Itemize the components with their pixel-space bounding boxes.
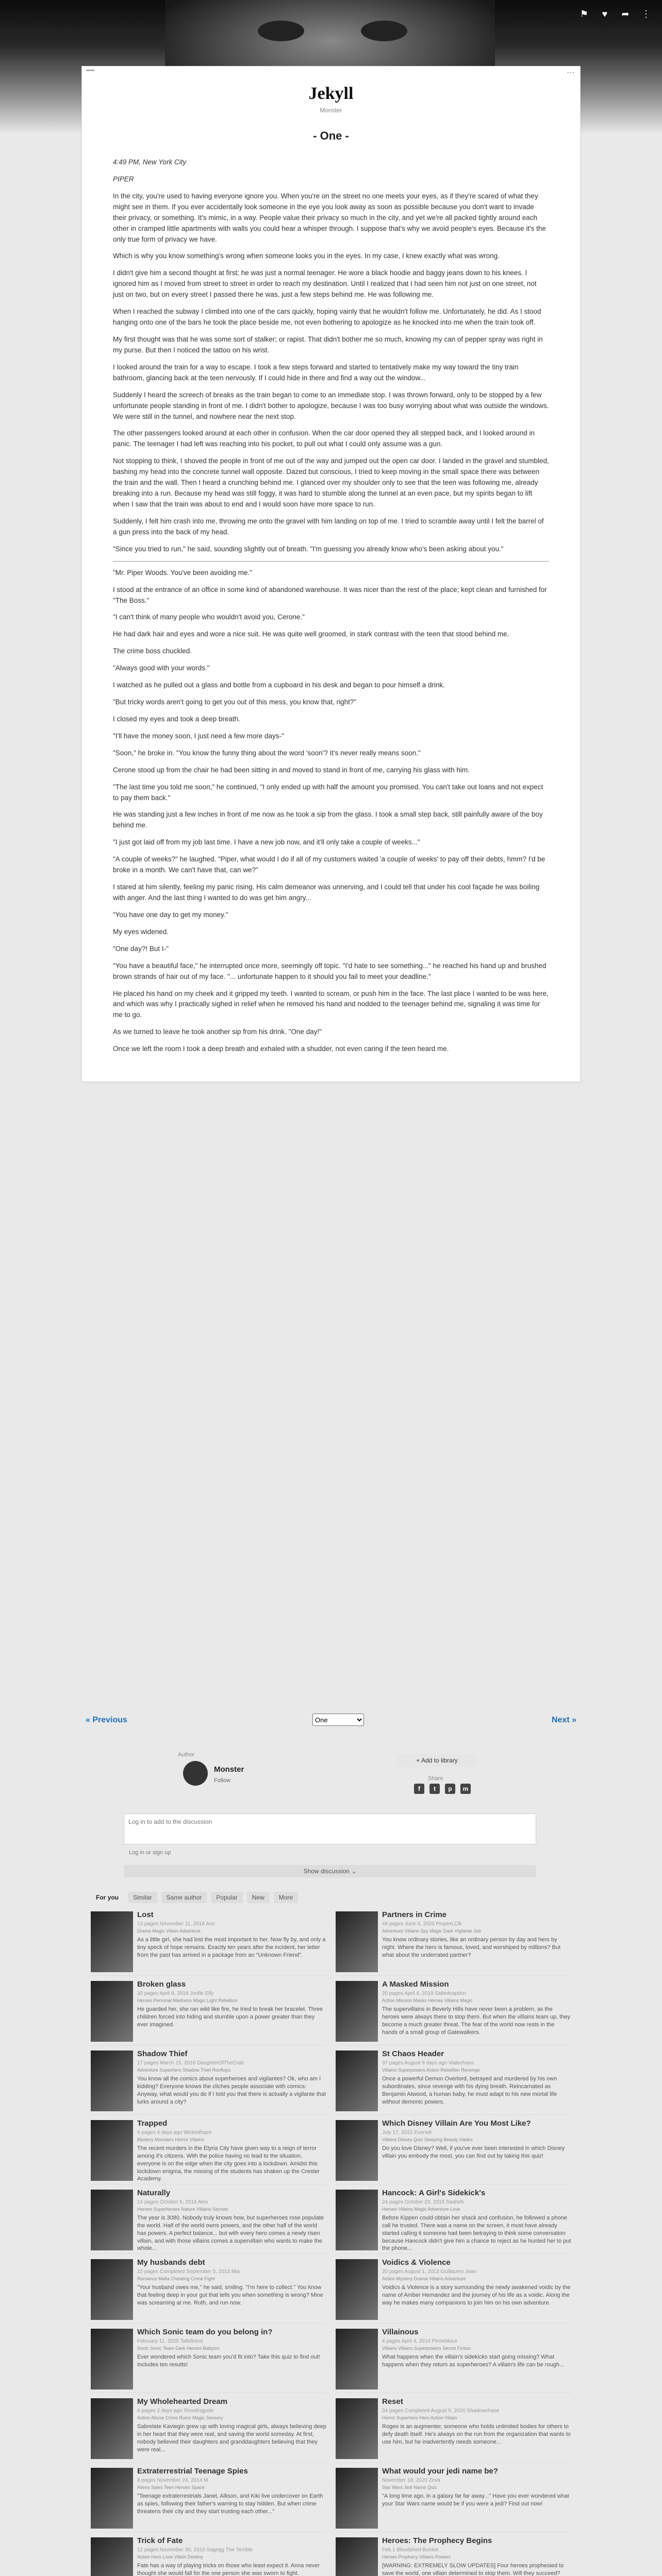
recommendation-list — [91, 1906, 571, 2576]
tab-for-you[interactable]: For you — [91, 1892, 124, 1903]
recommendation-meta: 4 pages April 4, 2016 Pinnebluce — [382, 2338, 458, 2344]
story-body — [82, 157, 580, 1081]
story-paragraph: My eyes widened. — [113, 927, 169, 936]
recommendation-tags: Heroes Villains Magic Adventure Love — [382, 2207, 460, 2212]
plus-icon: + — [416, 1757, 421, 1764]
recommendation-title[interactable]: Reset — [382, 2397, 403, 2406]
recommendation-title[interactable]: Villainous — [382, 2328, 419, 2336]
recommendation-thumbnail[interactable] — [336, 2468, 378, 2529]
story-card — [81, 66, 581, 1082]
story-paragraph: "Since you tried to run," he said, sounding slightly out of breath. "I'm guessing you already know who's been asking about you." — [113, 545, 504, 553]
recommendation-title[interactable]: Voidics & Violence — [382, 2258, 451, 2267]
recommendation-title[interactable]: Lost — [137, 1910, 154, 1919]
recommendation-description: You know ordinary stories, like an ordinary person by day and hero by night. Where the hero is famous, loved, and worshiped by millions? But what about the underrated partner? — [382, 1937, 561, 1958]
story-paragraph: "The last time you told me soon," he continued, "I only ended up with half the amount you promised. You can't take out loans and not expect to pay them back." — [113, 783, 543, 802]
recommendation-meta: 34 pages Completed August 5, 2020 Shadowchase — [382, 2408, 500, 2414]
recommendation-thumbnail[interactable] — [336, 2398, 378, 2459]
recommendation-item[interactable] — [336, 2184, 571, 2254]
minimize-icon[interactable] — [86, 70, 94, 71]
recommendation-tags: Action Hero Love Villain Destiny — [137, 2554, 203, 2560]
recommendation-description: Voidics & Violence is a story surrounding the newly awakened voidic by the name of Amber Hernandez and the journey of his life as a voidic. Along the way he makes many companions to join him on his own adventure. — [382, 2284, 571, 2306]
story-paragraph: "But tricky words aren't going to get you out of this mess, you know that, right?" — [113, 698, 357, 706]
share-icon[interactable]: ➦ — [621, 9, 630, 19]
more-options-icon[interactable]: ⋯ — [567, 69, 575, 77]
story-paragraph: Once we left the room I took a deep breath and exhaled with a shudder, not even caring if the teen heard me. — [113, 1045, 449, 1053]
recommendation-thumbnail[interactable] — [91, 2468, 133, 2529]
recommendation-item[interactable] — [91, 1976, 326, 2045]
story-paragraph: 4:49 PM, New York City — [113, 158, 187, 166]
recommendation-meta: July 17, 2022 Everset — [382, 2130, 432, 2136]
recommendation-title[interactable]: Trapped — [137, 2119, 168, 2128]
recommendation-description: Rogeo is an augmenter, someone who holds unlimited bodies for others to defy death itself. He's always on the run from the organization that wants to use him, but he inadvertently needs someone... — [382, 2424, 571, 2445]
recommendation-item[interactable] — [91, 2045, 326, 2115]
chapter-pager — [81, 1710, 581, 1731]
recommendation-description: Sabrelate Kaviegin grew up with loving magical girls, always believing deep in her heart that they were real, and saving the world someday. At first, nobody believed their daughters and granddaughters believing that they were real... — [137, 2424, 326, 2453]
tab-new[interactable]: New — [247, 1892, 270, 1903]
recommendation-thumbnail[interactable] — [91, 2190, 133, 2250]
recommendation-description: The year is 3080. Nobody truly knows how, but superheroes rose populate the world. Half of the world owns powers, and the other half of the world has powers. A perfect balance... but with every hero comes a newly risen villain, and with those villains comes a supervillain who wants to make the whole... — [137, 2215, 324, 2252]
story-paragraph: He placed his hand on my cheek and it gripped my teeth. I wanted to scream, or push him in the face. The last place I wanted to be was here, and which was why I practically sighed in relief when he removed his hand and nodded to the teenager behind me, signaling it was time for me to go. — [113, 989, 549, 1019]
recommendation-tags: Villains Superpowers Action Rebellion Revenge — [382, 2067, 480, 2073]
add-to-library-button[interactable] — [397, 1754, 477, 1767]
recommendation-item[interactable] — [336, 1976, 571, 2045]
recommendation-description: "Teenage extraterrestrials Janet, Allison, and Kiki live undercover on Earth as spies, following their father's warning to stay hidden. But when crime threatens their city and they start trusting each other..." — [137, 2493, 323, 2515]
recommendation-thumbnail[interactable] — [336, 2259, 378, 2320]
story-paragraph: "A couple of weeks?" he laughed. "Piper, what would I do if all of my customers waited 'a couple of weeks' to pay off their debts, hmm? I'd be broke in a month. We can't have that, can we?" — [113, 855, 545, 874]
recommendation-tags: Action Mystery Drama Villains Adventure — [382, 2276, 466, 2281]
tab-similar[interactable]: Similar — [128, 1892, 157, 1903]
recommendation-meta: Feb 1 Bloodshed Bunker — [382, 2547, 439, 2553]
recommendation-item[interactable] — [336, 2393, 571, 2463]
recommendation-tags: Heroes Personal Madness Magic Light Rebellion — [137, 1998, 238, 2003]
tab-same-author[interactable]: Same author — [161, 1892, 207, 1903]
recommendation-meta: 6 pages 2 days ago Shootingpole — [137, 2408, 214, 2414]
section-divider — [113, 561, 549, 562]
recommendation-meta: 12 pages November 30, 2016 Sagegg The Terrible — [137, 2547, 253, 2553]
show-discussion-button[interactable] — [124, 1865, 536, 1877]
recommendation-meta: 20 pages August 1, 2013 Guillaumo Jean — [382, 2269, 476, 2275]
login-link[interactable]: Log in or sign up — [129, 1850, 171, 1856]
recommendation-meta: 14 pages October 5, 2016 Alex — [137, 2199, 208, 2205]
recommendation-item[interactable] — [91, 2115, 326, 2184]
author-avatar[interactable] — [183, 1761, 208, 1786]
recommendation-meta: 20 pages April 4, 2019 Saltedcaption — [382, 1991, 466, 1996]
chapter-select[interactable] — [312, 1714, 364, 1726]
story-paragraph: Not stopping to think, I shoved the people in front of me out of the way and jumped out the open car door. I landed in the gravel and stumbled, bashing my head into the concrete tunnel wall opposite. Dazed but conscious, I tried to keep moving in the small space there was between the train and the wall. Then I heard a crunching behind me. I glanced over my shoulder only to see that the teen was following me, already breaking into a run. Because my head was still foggy, it was hard to stumble along the tunnel at an even pace, but my spirits began to lift when I saw that the train was about to end and I would soon have more space to run. — [113, 457, 549, 508]
recommendation-tags: Heroes Superheroes Nature Villains Secrets — [137, 2207, 228, 2212]
story-paragraph: Which is why you know something's wrong when someone looks you in the eyes. In my case, I knew exactly what was wrong. — [113, 252, 500, 260]
story-paragraph: In the city, you're used to having everyone ignore you. When you're on the street no one meets your eyes, as if they're scared of what they might see in them. If you ever accidentally look someone in the eye you look away as soon as possible because you don't want to invade their privacy, or something. It's mimic, in a way. People value their privacy so much in the city, and yet we're all packed tightly around each other in cramped little apartments with walls you could hear a whisper through. I suppose that's why we avoid people's eyes. Because it's the only true form of privacy we have. — [113, 192, 546, 243]
chapter-title: - One - — [313, 129, 349, 142]
story-paragraph: The crime boss chuckled. — [113, 647, 192, 655]
recommendation-description: Fate has a way of playing tricks on those who least expect it. Anna never thought she would fall for the one person she was sworn to fight. — [137, 2563, 320, 2576]
banner-eye-right — [361, 21, 407, 41]
recommendation-description: The supervillains in Beverly Hills have never been a problem, as the heroes were always there to stop them. But when the villains team up, they become a much greater threat. The fear of the world now rests in the hands of a small group of Gatewalkers. — [382, 2006, 571, 2036]
recommendation-description: As a little girl, she had lost the most important to her. Now fly by, and only a tiny speck of hope remains. Exactly ten years after the incident, her letter from the past has arrived in a package from an "Unknown Friend". — [137, 1937, 326, 1958]
recommendation-title[interactable]: Hancock: A Girl's Sidekick's — [382, 2189, 486, 2197]
recommendation-item[interactable] — [336, 2115, 571, 2184]
recommendation-tabs — [91, 1892, 298, 1903]
recommendation-tags: Heroes Prophecy Villains Powers — [382, 2554, 451, 2560]
recommendation-thumbnail[interactable] — [91, 2537, 133, 2576]
story-paragraph: Suddenly, I felt him crash into me, throwing me onto the gravel with him landing on top of me. I tried to scramble away until I felt the barrel of a gun press into the back of my head. — [113, 517, 544, 536]
story-paragraph: "I'll have the money soon, I just need a few more days-" — [113, 732, 284, 740]
recommendation-description: Before Kippen could obtain her shack and confusion, he followed a phone call he trusted. There was a name on the screen, it must have already started calling it someone had been betraying to think some conversation because Hancock didn't give him a chance to reject as he hunted her to put the phone... — [382, 2215, 571, 2252]
recommendation-meta: February 11, 2025 Tailsfinest — [137, 2338, 203, 2344]
recommendation-tags: Star Wars Jedi Name Quiz — [382, 2485, 437, 2490]
recommendation-thumbnail[interactable] — [336, 2050, 378, 2111]
recommendation-description: The recent murders in the Elyria City have given way to a reign of terror among it's citizens. With the police having no lead to the situation, everyone is on the edge when the city goes into a lockdown. Amidst this lockdown enigma, the missing of the students has shaken up the Crester Academy. — [137, 2145, 320, 2182]
recommendation-thumbnail[interactable] — [336, 2190, 378, 2250]
share-icons — [414, 1784, 471, 1794]
story-paragraph: As we turned to leave he took another sip from his drink. "One day!" — [113, 1028, 322, 1036]
share-icon-0[interactable]: f — [414, 1784, 424, 1794]
author-label: Author — [178, 1752, 195, 1758]
recommendation-thumbnail[interactable] — [336, 1981, 378, 2042]
bookmark-icon[interactable]: ⚑ — [580, 9, 589, 19]
story-paragraph: The other passengers looked around at each other in confusion. When the car door opened they all stepped back, and I looked around in panic. The teenager I had left was reaching into his pocket, to pull out what I could only assume was a gun. — [113, 429, 535, 448]
recommendation-item[interactable] — [91, 2254, 326, 2324]
recommendation-tags: Action Mission Masks Heroes Villains Magic — [382, 1998, 473, 2003]
banner-eye-left — [258, 21, 304, 41]
recommendation-description: "Your husband owes me," he said, smiling. "I'm here to collect." You know that feeling deep in your gut that tells you when something is wrong? Mine was screaming at me. Ruth, and run now. — [137, 2284, 323, 2306]
recommendation-tags: Villains Disney Quiz Sleeping Beauty Hades — [382, 2137, 473, 2142]
recommendation-meta: November 18, 2020 Zeva — [382, 2478, 440, 2483]
recommendation-description: He guarded her, she ran wild like fire, he tried to break her bracelet. Three children forced into hiding and stumble upon a power greater than they ever imagined. — [137, 2006, 323, 2028]
recommendation-title[interactable]: Partners in Crime — [382, 1910, 447, 1919]
recommendation-tags: Villains Villains Superpowers Secret Fiction — [382, 2346, 471, 2351]
add-to-library-label: Add to library — [421, 1757, 458, 1764]
recommendation-item[interactable] — [91, 2393, 326, 2463]
story-paragraph: My first thought was that he was some sort of stalker; or rapist. That didn't bother me so much, knowing my can of pepper spray was right in my purse. But then I noticed the tattoo on his wrist. — [113, 335, 543, 354]
recommendation-tags: Adventure Superhero Shadow Thief Rooftops — [137, 2067, 231, 2073]
recommendation-meta: 13 pages November 11, 2018 Ann — [137, 1921, 216, 1927]
recommendation-tags: Drama Magic Villain Adventure — [137, 1928, 201, 1934]
recommendation-thumbnail[interactable] — [336, 1911, 378, 1972]
recommendation-tags: Mystery Monsters Horror Villains — [137, 2137, 204, 2142]
recommendation-description: Ever wondered which Sonic team you'd fit into? Take this quiz to find out! Includes ten results! — [137, 2354, 320, 2368]
recommendation-title[interactable]: Which Sonic team do you belong in? — [137, 2328, 273, 2336]
recommendation-item[interactable] — [336, 1906, 571, 1976]
discussion-input[interactable] — [128, 1818, 531, 1825]
story-paragraph: "One day?! But I-" — [113, 944, 169, 953]
recommendation-meta: 49 pages June 4, 2020 ProperLClk — [382, 1921, 462, 1927]
recommendation-meta: 30 pages April 8, 2019 Jonfle Elfy — [137, 1991, 214, 1996]
recommendation-thumbnail[interactable] — [91, 2050, 133, 2111]
recommendation-thumbnail[interactable] — [336, 2537, 378, 2576]
recommendation-item[interactable] — [336, 2045, 571, 2115]
next-chapter-link[interactable]: Next » — [551, 1716, 576, 1724]
recommendation-title[interactable]: Extraterrestrial Teenage Spies — [137, 2467, 248, 2476]
recommendation-description: "A long time ago, in a galaxy far far away..." Have you ever wondered what your Star Wars name would be if you were a jedi? Find out now! — [382, 2493, 569, 2507]
story-paragraph: Cerone stood up from the chair he had been sitting in and moved to stand in front of me, carrying his glass with him. — [113, 766, 470, 774]
recommendation-description: [WARNING: EXTREMELY SLOW UPDATES] Four heroes prophesied to save the world, one villain determined to stop them. Will they succeed? — [382, 2563, 564, 2576]
share-icon-2[interactable]: p — [445, 1784, 455, 1794]
story-paragraph: I looked around the train for a way to escape. I took a few steps forward and started to tentatively make my way toward the tiny train bathroom, glancing back at the teen nervously. If I could hide in there and find a way out the window... — [113, 363, 519, 382]
author-box — [178, 1752, 485, 1792]
recommendation-meta: 24 pages October 23, 2015 Saaheb — [382, 2199, 464, 2205]
recommendation-item[interactable] — [91, 2184, 326, 2254]
recommendation-thumbnail[interactable] — [91, 2120, 133, 2181]
story-paragraph: "You have a beautiful face," he interrupted once more, seemingly off topic. "I'd hate to see something..." he reached his hand up and brushed brown strands of hair out of my face. "... unfortunate happen to it should you fail to meet your deadline." — [113, 961, 547, 980]
recommendation-tags: Adventure Villains Spy Magic Dark Vigilante Job — [382, 1928, 481, 1934]
follow-link[interactable]: Follow — [214, 1777, 230, 1784]
tab-more[interactable]: More — [274, 1892, 298, 1903]
recommendation-title[interactable]: Heroes: The Prophecy Begins — [382, 2536, 492, 2545]
author-name[interactable]: Monster — [214, 1765, 244, 1774]
previous-chapter-link[interactable]: « Previous — [86, 1716, 127, 1724]
recommendation-title[interactable]: Trick of Fate — [137, 2536, 183, 2545]
recommendation-title[interactable]: St Chaos Header — [382, 2049, 444, 2058]
recommendation-thumbnail[interactable] — [91, 2259, 133, 2320]
recommendation-item[interactable] — [91, 2463, 326, 2532]
recommendation-description: Do you love Disney? Well, if you've ever been interested in which Disney villain you embody the most, you can find out by taking this quiz! — [382, 2145, 565, 2159]
story-paragraph: I didn't give him a second thought at first; he was just a normal teenager. He wore a black hoodie and baggy jeans down to his knees. I ignored him as I moved from street to street in order to reach my destination. Until I realized that I had seen him not just on one street, not just on two, but on every street I passed there he was, just a few steps behind me. He was following me. — [113, 269, 537, 299]
story-category[interactable]: Monster — [320, 107, 342, 114]
recommendation-meta: 22 pages Completed September 5, 2013 Mia — [137, 2269, 240, 2275]
story-paragraph: "Mr. Piper Woods. You've been avoiding me." — [113, 568, 253, 577]
recommendation-title[interactable]: Shadow Thief — [137, 2049, 188, 2058]
recommendation-title[interactable]: A Masked Mission — [382, 1980, 449, 1989]
recommendation-thumbnail[interactable] — [91, 1981, 133, 2042]
recommendation-title[interactable]: Naturally — [137, 2189, 171, 2197]
story-paragraph: Suddenly I heard the screech of breaks as the train began to come to an immediate stop. I was thrown forward, only to be stopped by a few unfortunate people standing in front of me. I didn't bother to apologize, because I was too busy worrying about what was outside the windows. We were still in the tunnel, and nowhere near the next stop. — [113, 391, 549, 420]
recommendation-tags: Aliens Spies Teen Heroes Space — [137, 2485, 205, 2490]
story-paragraph: When I reached the subway I climbed into one of the cars quickly, hoping vainly that he wouldn't follow me. Unfortunately, he did. As I stood hanging onto one of the bars he took the place beside me, not even bothering to apologize as he knocked into me when the train took off. — [113, 308, 541, 327]
story-paragraph: I closed my eyes and took a deep breath. — [113, 715, 240, 723]
recommendation-item[interactable] — [336, 2532, 571, 2576]
recommendation-item[interactable] — [91, 2532, 326, 2576]
share-icon-1[interactable]: t — [429, 1784, 440, 1794]
discussion-box[interactable] — [124, 1814, 536, 1844]
recommendation-meta: 8 pages November 24, 2014 M — [137, 2478, 208, 2483]
share-icon-3[interactable]: m — [460, 1784, 471, 1794]
recommendation-item[interactable] — [336, 2324, 571, 2393]
story-paragraph: "Always good with your words." — [113, 664, 210, 672]
heart-icon[interactable]: ♥ — [602, 9, 608, 19]
recommendation-tags: Action Abuse Crime Ruins Magic Sensory — [137, 2415, 223, 2420]
recommendation-item[interactable] — [91, 2324, 326, 2393]
recommendation-thumbnail[interactable] — [336, 2329, 378, 2389]
tab-popular[interactable]: Popular — [211, 1892, 242, 1903]
recommendation-meta: 37 pages August 9 days ago Vialechaos — [382, 2060, 474, 2066]
recommendation-title[interactable]: My Wholehearted Dream — [137, 2397, 228, 2406]
recommendation-title[interactable]: Broken glass — [137, 1980, 186, 1989]
recommendation-title[interactable]: My husbands debt — [137, 2258, 205, 2267]
recommendation-thumbnail[interactable] — [336, 2120, 378, 2181]
story-paragraph: "Soon," he broke in. "You know the funny thing about the word 'soon'? It's never really means soon." — [113, 749, 421, 757]
recommendation-tags: Romance Mafia Cheating Crime Fight — [137, 2276, 215, 2281]
more-icon[interactable]: ⋮ — [641, 9, 651, 19]
story-title: Jekyll — [308, 84, 354, 103]
top-toolbar — [577, 7, 653, 21]
recommendation-thumbnail[interactable] — [91, 1911, 133, 1972]
recommendation-item[interactable] — [336, 2254, 571, 2324]
story-paragraph: He was standing just a few inches in front of me now as he took a sip from the glass. I took a small step back, still painfully aware of the boy behind me. — [113, 810, 543, 829]
story-paragraph: He had dark hair and eyes and wore a nice suit. He was quite well groomed, in stark contrast with the teen that stood behind me. — [113, 630, 509, 638]
story-paragraph: PIPER — [113, 175, 134, 183]
show-discussion-label: Show discussion — [303, 1868, 350, 1875]
story-paragraph: "I can't think of many people who wouldn't avoid you, Cerone." — [113, 613, 305, 621]
story-paragraph: "I just got laid off from my job last time. I have a new job now, and it'll only take a couple of weeks..." — [113, 838, 420, 846]
recommendation-title[interactable]: Which Disney Villain Are You Most Like? — [382, 2119, 531, 2128]
recommendation-item[interactable] — [336, 2463, 571, 2532]
story-paragraph: I stared at him silently, feeling my panic rising. His calm demeanor was unnerving, and I could tell that under his cool façade he was boiling with anger. And the last thing I wanted to do was get him angry... — [113, 883, 540, 902]
share-label: Share — [428, 1775, 443, 1782]
chevron-down-icon: ⌄ — [351, 1868, 357, 1875]
story-paragraph: I stood at the entrance of an office in some kind of abandoned warehouse. It was nicer than the rest of the place; kept clean and furnished for "The Boss." — [113, 585, 547, 604]
recommendation-meta: 4 pages 4 days ago Wickedhaze — [137, 2130, 212, 2136]
recommendation-description: Once a powerful Demon Overlord, betrayed and murdered by his own subordinates, since revenge with his dying breath. Reincarnated as Benjamin Atwood, a human baby, he must adapt to his new mortal life without demonic powers. — [382, 2076, 557, 2105]
recommendation-tags: Sonic Sonic Team Dark Heroes Babylon — [137, 2346, 220, 2351]
recommendation-tags: Horror Superhero Hero Action Villain — [382, 2415, 457, 2420]
story-paragraph: I watched as he pulled out a glass and bottle from a cupboard in his desk and began to pour himself a drink. — [113, 681, 445, 689]
recommendation-meta: 17 pages March 15, 2016 DaughterOfTheCrab — [137, 2060, 244, 2066]
recommendation-description: You know all the comics about superheroes and vigilantes? Ok, who am I kidding? Everyone knows the cliches people associate with comics: Anyway, what would you do if I told you that there is actually a vigilante that lurks around a city? — [137, 2076, 326, 2105]
recommendation-thumbnail[interactable] — [91, 2398, 133, 2459]
story-paragraph: "You have one day to get my money." — [113, 910, 228, 919]
recommendation-title[interactable]: What would your jedi name be? — [382, 2467, 499, 2476]
recommendation-description: What happens when the villain's sidekicks start going missing? What happens when they return as superheroes? A villain's life can be rough... — [382, 2354, 565, 2368]
recommendation-thumbnail[interactable] — [91, 2329, 133, 2389]
recommendation-item[interactable] — [91, 1906, 326, 1976]
